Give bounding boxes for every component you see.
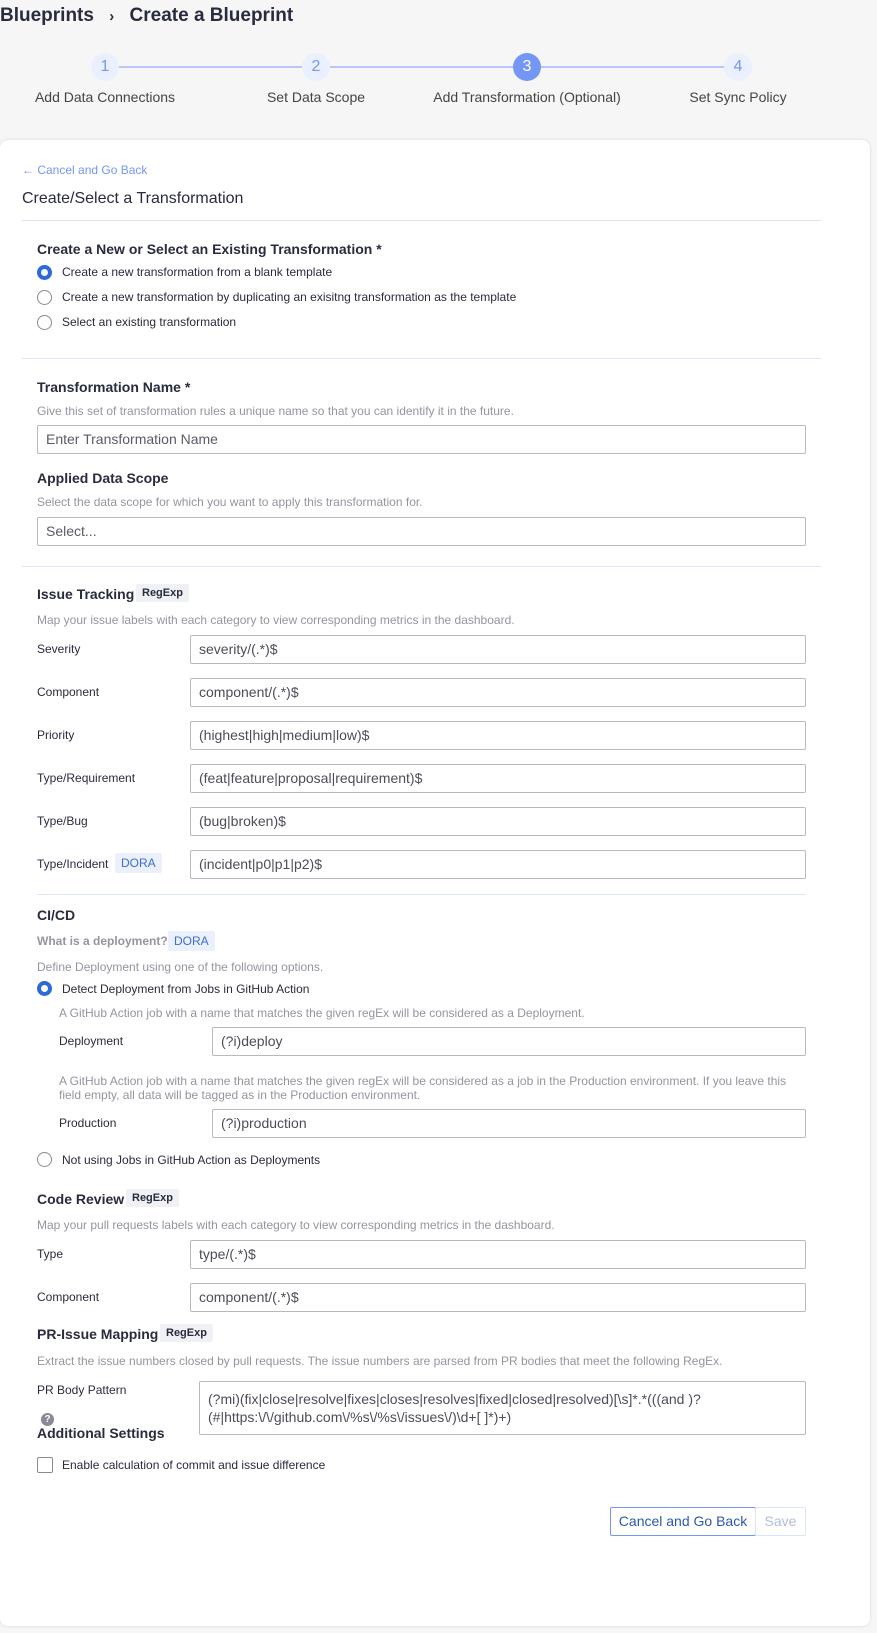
type-bug-input[interactable]: (bug|broken)$ [190, 807, 806, 836]
pr-body-pattern-textarea[interactable] [199, 1381, 806, 1435]
pr-component-input[interactable]: component/(.*)$ [190, 1283, 806, 1312]
mode-heading: Create a New or Select an Existing Transformation * [37, 241, 382, 257]
type-requirement-input[interactable]: (feat|feature|proposal|requirement)$ [190, 764, 806, 793]
divider [22, 358, 821, 359]
pattern-line: (#|https:\/\/github.com\/%s\/%s\/issues\/)\d+[ ]*)+) [208, 1409, 512, 1425]
scope-desc: Select the data scope for which you want to apply this transformation for. [37, 495, 423, 509]
transformation-name-input[interactable]: Enter Transformation Name [37, 425, 806, 454]
stepper-line [119, 66, 724, 68]
scope-label: Applied Data Scope [37, 470, 169, 486]
step-3: 3 [513, 53, 541, 81]
severity-input[interactable]: severity/(.*)$ [190, 635, 806, 664]
cicd-desc: Define Deployment using one of the following options. [37, 960, 324, 974]
radio-label: Detect Deployment from Jobs in GitHub Action [62, 982, 310, 996]
code-review-heading: Code Review [37, 1191, 125, 1207]
priority-label: Priority [37, 728, 75, 742]
severity-label: Severity [37, 642, 81, 656]
radio-label: Not using Jobs in GitHub Action as Deployments [62, 1153, 321, 1167]
radio-select-existing[interactable] [37, 315, 52, 330]
breadcrumb-current: Create a Blueprint [129, 5, 294, 26]
commit-issue-diff-checkbox[interactable] [37, 1457, 53, 1473]
step-3-label: Add Transformation (Optional) [433, 89, 621, 105]
radio-not-using-jobs[interactable] [37, 1152, 52, 1167]
step-4-label: Set Sync Policy [689, 89, 787, 105]
production-input[interactable]: (?i)production [212, 1109, 806, 1138]
pr-type-input[interactable]: type/(.*)$ [190, 1240, 806, 1269]
regexp-tag: RegExp [126, 1189, 179, 1207]
radio-detect-deployment[interactable] [37, 981, 52, 996]
pr-body-pattern-label: PR Body Pattern [37, 1383, 127, 1397]
type-incident-label: Type/Incident [37, 857, 109, 871]
save-button[interactable]: Save [755, 1507, 806, 1536]
code-review-desc: Map your pull requests labels with each category to view corresponding metrics in the dashboard. [37, 1218, 555, 1232]
divider [37, 894, 806, 895]
production-desc: A GitHub Action job with a name that matches the given regEx will be considered as a job in the Production environment. If you leave this [59, 1074, 787, 1088]
chevron-right-icon: › [109, 8, 115, 25]
divider [22, 566, 821, 567]
deployment-desc: A GitHub Action job with a name that matches the given regEx will be considered as a Deployment. [59, 1006, 585, 1020]
issue-tracking-heading: Issue Tracking [37, 586, 135, 602]
pr-issue-desc: Extract the issue numbers closed by pull requests. The issue numbers are parsed from PR bodies that meet the following RegEx. [37, 1354, 723, 1368]
issue-tracking-desc: Map your issue labels with each category to view corresponding metrics in the dashboard. [37, 613, 515, 627]
production-label: Production [59, 1116, 117, 1130]
radio-label: Create a new transformation from a blank template [62, 265, 333, 279]
radio-label: Select an existing transformation [62, 315, 237, 329]
pr-type-label: Type [37, 1247, 64, 1261]
component-label: Component [37, 685, 100, 699]
type-incident-input[interactable]: (incident|p0|p1|p2)$ [190, 850, 806, 879]
production-desc: field empty, all data will be tagged as in the Production environment. [59, 1088, 421, 1102]
deployment-question: What is a deployment? [37, 934, 168, 948]
radio-duplicate[interactable] [37, 290, 52, 305]
divider [22, 220, 821, 221]
name-label: Transformation Name * [37, 379, 191, 395]
pattern-line: (?mi)(fix|close|resolve|fixes|closes|resolves|fixed|closed|resolved)[\s]*.*(((and )? [208, 1391, 701, 1407]
additional-settings-heading: Additional Settings [37, 1425, 165, 1441]
step-2: 2 [302, 53, 330, 81]
name-desc: Give this set of transformation rules a unique name so that you can identify it in the future. [37, 404, 514, 418]
deployment-input[interactable]: (?i)deploy [212, 1027, 806, 1056]
help-icon[interactable]: ? [41, 1413, 54, 1426]
dora-tag: DORA [115, 853, 162, 873]
breadcrumb-blueprints[interactable]: Blueprints [0, 5, 94, 26]
type-requirement-label: Type/Requirement [37, 771, 136, 785]
step-2-label: Set Data Scope [266, 89, 366, 105]
pr-component-label: Component [37, 1290, 100, 1304]
type-bug-label: Type/Bug [37, 814, 88, 828]
radio-label: Create a new transformation by duplicating an exisitng transformation as the template [62, 290, 517, 304]
checkbox-label: Enable calculation of commit and issue difference [62, 1458, 326, 1472]
page-title: Create/Select a Transformation [22, 190, 244, 207]
pr-issue-heading: PR-Issue Mapping [37, 1326, 159, 1342]
cancel-go-back-link[interactable] [22, 163, 147, 177]
cancel-button[interactable]: Cancel and Go Back [610, 1507, 756, 1536]
step-1: 1 [91, 53, 119, 81]
step-4: 4 [724, 53, 752, 81]
arrow-left-icon: ← [22, 163, 38, 177]
priority-input[interactable]: (highest|high|medium|low)$ [190, 721, 806, 750]
step-1-label: Add Data Connections [34, 89, 176, 105]
back-link-label: Cancel and Go Back [37, 163, 148, 177]
component-input[interactable]: component/(.*)$ [190, 678, 806, 707]
data-scope-select[interactable]: Select... [37, 517, 806, 546]
radio-blank-template[interactable] [37, 265, 52, 280]
cicd-heading: CI/CD [37, 907, 76, 923]
dora-tag: DORA [168, 931, 215, 951]
breadcrumb [0, 5, 293, 27]
regexp-tag: RegExp [136, 584, 189, 602]
deployment-label: Deployment [59, 1034, 124, 1048]
regexp-tag: RegExp [160, 1324, 213, 1342]
